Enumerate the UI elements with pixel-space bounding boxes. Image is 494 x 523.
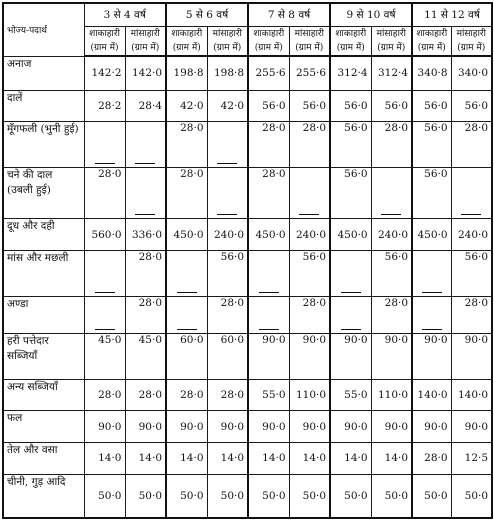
nonveg-label: मांसाहारी xyxy=(130,29,160,39)
dash-mark xyxy=(461,214,481,216)
value-cell: 50·0 xyxy=(412,474,451,518)
veg-label: शाकाहारी xyxy=(89,29,120,39)
value-cell: 14·0 xyxy=(289,443,330,475)
table-row xyxy=(3,297,492,333)
nonveg-label: मांसाहारी xyxy=(456,29,486,39)
veg-label: शाकाहारी xyxy=(416,29,448,39)
value-cell: 240·0 xyxy=(207,219,248,251)
table-row xyxy=(3,90,492,122)
value-cell: 56·0 xyxy=(289,90,330,122)
age-group-header: 3 से 4 वर्ष xyxy=(84,3,166,27)
empty-value-cell xyxy=(289,168,330,219)
empty-value-cell xyxy=(207,122,248,168)
nonveg-column-header xyxy=(125,27,166,57)
dash-mark xyxy=(381,214,401,216)
empty-value-cell xyxy=(84,297,125,333)
veg-column-header xyxy=(248,27,289,57)
empty-value-cell xyxy=(125,168,166,219)
value-cell: 110·0 xyxy=(371,379,412,411)
value-cell: 50·0 xyxy=(289,474,330,518)
value-cell: 110·0 xyxy=(289,379,330,411)
empty-value-cell xyxy=(166,251,207,297)
value-cell: 14·0 xyxy=(84,443,125,475)
value-cell: 28·0 xyxy=(84,379,125,411)
value-cell: 450·0 xyxy=(412,219,451,251)
food-name-cell: दूध और दही xyxy=(3,219,84,251)
value-cell: 28·0 xyxy=(125,297,166,333)
dash-mark xyxy=(217,214,237,216)
empty-value-cell xyxy=(330,297,371,333)
value-cell: 240·0 xyxy=(371,219,412,251)
dash-mark xyxy=(341,292,361,294)
empty-value-cell xyxy=(412,251,451,297)
value-cell: 50·0 xyxy=(84,474,125,518)
value-cell: 336·0 xyxy=(125,219,166,251)
value-cell: 56·0 xyxy=(207,251,248,297)
value-cell: 28·0 xyxy=(207,379,248,411)
veg-label: शाकाहारी xyxy=(335,29,367,39)
value-cell: 56·0 xyxy=(371,251,412,297)
dash-mark xyxy=(217,163,237,165)
value-cell: 198·8 xyxy=(166,56,207,90)
veg-label: शाकाहारी xyxy=(171,29,203,39)
value-cell: 240·0 xyxy=(289,219,330,251)
dash-mark xyxy=(95,292,115,294)
dash-mark xyxy=(95,329,115,331)
value-cell: 28·0 xyxy=(166,379,207,411)
value-cell: 90·0 xyxy=(451,411,492,443)
dash-mark xyxy=(422,329,442,331)
value-cell: 90·0 xyxy=(248,411,289,443)
age-group-header: 5 से 6 वर्ष xyxy=(166,3,248,27)
value-cell: 14·0 xyxy=(330,443,371,475)
empty-value-cell xyxy=(125,122,166,168)
value-cell: 560·0 xyxy=(84,219,125,251)
value-cell: 56·0 xyxy=(451,251,492,297)
value-cell: 90·0 xyxy=(125,411,166,443)
veg-column-header xyxy=(330,27,371,57)
value-cell: 28·0 xyxy=(166,168,207,219)
dash-mark xyxy=(422,292,442,294)
value-cell: 56·0 xyxy=(412,90,451,122)
value-cell: 90·0 xyxy=(412,333,451,379)
value-cell: 312·4 xyxy=(330,56,371,90)
value-cell: 90·0 xyxy=(330,411,371,443)
value-cell: 28·0 xyxy=(166,122,207,168)
value-cell: 90·0 xyxy=(289,333,330,379)
nonveg-column-header xyxy=(289,27,330,57)
food-name-cell: चीनी, गुड़ आदि xyxy=(3,474,84,518)
value-cell: 45·0 xyxy=(84,333,125,379)
value-cell: 14·0 xyxy=(125,443,166,475)
food-name-cell: फल xyxy=(3,411,84,443)
food-name-cell: मूँगफली (भुनी हुई) xyxy=(3,122,84,168)
unit-label: (ग्राम में) xyxy=(131,43,160,53)
empty-value-cell xyxy=(371,168,412,219)
table-row xyxy=(3,411,492,443)
value-cell: 28·0 xyxy=(84,168,125,219)
unit-label: (ग्राम में) xyxy=(377,43,406,53)
value-cell: 56·0 xyxy=(412,122,451,168)
value-cell: 14·0 xyxy=(207,443,248,475)
value-cell: 90·0 xyxy=(207,411,248,443)
dash-mark xyxy=(259,292,279,294)
empty-value-cell xyxy=(207,168,248,219)
value-cell: 28·0 xyxy=(207,297,248,333)
value-cell: 90·0 xyxy=(330,333,371,379)
empty-value-cell xyxy=(166,297,207,333)
unit-label: (ग्राम में) xyxy=(457,43,486,53)
dash-mark xyxy=(177,329,197,331)
food-column-header: भोज्य-पदार्थ xyxy=(3,3,84,56)
table-body xyxy=(3,56,492,518)
food-name-cell: अनाज xyxy=(3,56,84,90)
empty-value-cell xyxy=(330,251,371,297)
veg-column-header xyxy=(412,27,451,57)
value-cell: 90·0 xyxy=(84,411,125,443)
value-cell: 14·0 xyxy=(248,443,289,475)
table-row xyxy=(3,56,492,90)
empty-value-cell xyxy=(248,297,289,333)
value-cell: 450·0 xyxy=(248,219,289,251)
value-cell: 28·0 xyxy=(451,122,492,168)
value-cell: 90·0 xyxy=(371,411,412,443)
value-cell: 50·0 xyxy=(207,474,248,518)
table-row xyxy=(3,333,492,379)
value-cell: 14·0 xyxy=(371,443,412,475)
value-cell: 90·0 xyxy=(371,333,412,379)
unit-label: (ग्राम में) xyxy=(172,43,201,53)
value-cell: 28·0 xyxy=(412,443,451,475)
value-cell: 45·0 xyxy=(125,333,166,379)
veg-column-header xyxy=(166,27,207,57)
value-cell: 140·0 xyxy=(412,379,451,411)
value-cell: 56·0 xyxy=(330,122,371,168)
dash-mark xyxy=(299,214,319,216)
age-group-header: 11 से 12 वर्ष xyxy=(412,3,492,27)
unit-label: (ग्राम में) xyxy=(336,43,365,53)
value-cell: 56·0 xyxy=(248,90,289,122)
value-cell: 28·0 xyxy=(371,122,412,168)
value-cell: 28·4 xyxy=(125,90,166,122)
value-cell: 28·0 xyxy=(289,122,330,168)
unit-label: (ग्राम में) xyxy=(417,43,446,53)
dash-mark xyxy=(341,329,361,331)
dash-mark xyxy=(177,292,197,294)
value-cell: 450·0 xyxy=(166,219,207,251)
value-cell: 28·0 xyxy=(371,297,412,333)
table-row xyxy=(3,443,492,475)
veg-label: शाकाहारी xyxy=(253,29,285,39)
table-header xyxy=(3,3,492,56)
value-cell: 142·2 xyxy=(84,56,125,90)
value-cell: 50·0 xyxy=(125,474,166,518)
value-cell: 28·0 xyxy=(289,297,330,333)
value-cell: 56·0 xyxy=(330,168,371,219)
nonveg-label: मांसाहारी xyxy=(294,29,324,39)
value-cell: 42·0 xyxy=(166,90,207,122)
nonveg-label: मांसाहारी xyxy=(212,29,242,39)
dash-mark xyxy=(95,163,115,165)
nonveg-label: मांसाहारी xyxy=(376,29,406,39)
food-name-cell: मांस और मछली xyxy=(3,251,84,297)
table-row xyxy=(3,168,492,219)
value-cell: 90·0 xyxy=(248,333,289,379)
value-cell: 55·0 xyxy=(248,379,289,411)
value-cell: 240·0 xyxy=(451,219,492,251)
value-cell: 60·0 xyxy=(166,333,207,379)
nonveg-column-header xyxy=(371,27,412,57)
value-cell: 198·8 xyxy=(207,56,248,90)
value-cell: 450·0 xyxy=(330,219,371,251)
empty-value-cell xyxy=(248,251,289,297)
value-cell: 255·6 xyxy=(248,56,289,90)
diet-table xyxy=(2,2,493,519)
value-cell: 28·2 xyxy=(84,90,125,122)
food-name-cell: अन्य सब्जियाँ xyxy=(3,379,84,411)
value-cell: 90·0 xyxy=(289,411,330,443)
empty-value-cell xyxy=(451,168,492,219)
nonveg-column-header xyxy=(451,27,492,57)
value-cell: 90·0 xyxy=(166,411,207,443)
value-cell: 55·0 xyxy=(330,379,371,411)
value-cell: 140·0 xyxy=(451,379,492,411)
value-cell: 50·0 xyxy=(166,474,207,518)
unit-label: (ग्राम में) xyxy=(90,43,119,53)
food-name-cell: दालें xyxy=(3,90,84,122)
dash-mark xyxy=(259,329,279,331)
value-cell: 50·0 xyxy=(451,474,492,518)
value-cell: 340·8 xyxy=(412,56,451,90)
value-cell: 60·0 xyxy=(207,333,248,379)
value-cell: 340·0 xyxy=(451,56,492,90)
value-cell: 50·0 xyxy=(248,474,289,518)
table-row xyxy=(3,474,492,518)
value-cell: 56·0 xyxy=(412,168,451,219)
value-cell: 142·0 xyxy=(125,56,166,90)
food-name-cell: चने की दाल (उबली हुई) xyxy=(3,168,84,219)
food-name-cell: हरी पत्तेदार सब्जियाँ xyxy=(3,333,84,379)
value-cell: 312·4 xyxy=(371,56,412,90)
table-row xyxy=(3,219,492,251)
value-cell: 14·0 xyxy=(166,443,207,475)
empty-value-cell xyxy=(84,251,125,297)
value-cell: 28·0 xyxy=(125,379,166,411)
header-row-age-groups xyxy=(3,3,492,27)
table-row xyxy=(3,122,492,168)
value-cell: 90·0 xyxy=(412,411,451,443)
nonveg-column-header xyxy=(207,27,248,57)
value-cell: 255·6 xyxy=(289,56,330,90)
unit-label: (ग्राम में) xyxy=(213,43,242,53)
value-cell: 50·0 xyxy=(371,474,412,518)
unit-label: (ग्राम में) xyxy=(295,43,324,53)
veg-column-header xyxy=(84,27,125,57)
value-cell: 28·0 xyxy=(125,251,166,297)
value-cell: 12·5 xyxy=(451,443,492,475)
value-cell: 90·0 xyxy=(451,333,492,379)
value-cell: 56·0 xyxy=(371,90,412,122)
value-cell: 28·0 xyxy=(451,297,492,333)
value-cell: 56·0 xyxy=(451,90,492,122)
value-cell: 50·0 xyxy=(330,474,371,518)
empty-value-cell xyxy=(84,122,125,168)
food-name-cell: अण्डा xyxy=(3,297,84,333)
age-group-header: 7 से 8 वर्ष xyxy=(248,3,330,27)
value-cell: 42·0 xyxy=(207,90,248,122)
value-cell: 56·0 xyxy=(289,251,330,297)
table-row xyxy=(3,251,492,297)
value-cell: 56·0 xyxy=(330,90,371,122)
value-cell: 28·0 xyxy=(248,168,289,219)
dash-mark xyxy=(135,163,155,165)
age-group-header: 9 से 10 वर्ष xyxy=(330,3,412,27)
dash-mark xyxy=(135,214,155,216)
table-row xyxy=(3,379,492,411)
unit-label: (ग्राम में) xyxy=(254,43,283,53)
value-cell: 28·0 xyxy=(248,122,289,168)
food-name-cell: तेल और वसा xyxy=(3,443,84,475)
empty-value-cell xyxy=(412,297,451,333)
